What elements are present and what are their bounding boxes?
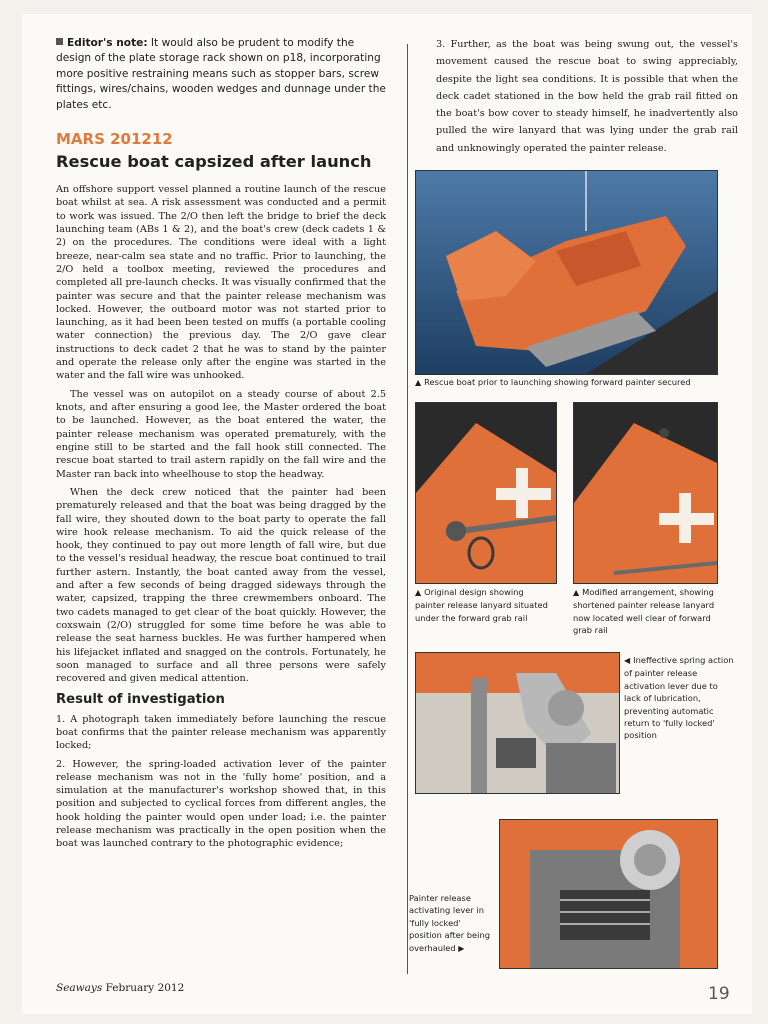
caption-text: Original design showing painter release lanyard situated under the forward grab rail <box>415 587 548 623</box>
column-divider <box>407 44 408 974</box>
photo-caption <box>624 654 734 742</box>
caption-text: Rescue boat prior to launching showing forward painter secured <box>424 377 691 387</box>
caption-arrow-icon: ◀ <box>624 656 631 665</box>
modified-arrangement-photo <box>573 402 718 584</box>
issue-date: February 2012 <box>105 982 185 994</box>
rescue-boat-image <box>416 171 717 374</box>
article-body <box>56 183 386 851</box>
editors-note-label: Editor's note: <box>67 37 148 49</box>
results-heading: Result of investigation <box>56 691 225 707</box>
spring-lever-image <box>416 653 619 793</box>
caption-arrow-icon: ▲ <box>573 588 580 597</box>
caption-text: Modified arrangement, showing shortened painter release lanyard now located well clear of forward grab rail <box>573 587 715 636</box>
activating-lever-photo <box>499 819 718 969</box>
left-column <box>56 36 386 856</box>
caption-arrow-icon: ▲ <box>415 588 422 597</box>
caption-arrow-icon: ▶ <box>458 943 465 953</box>
editors-note <box>56 36 386 113</box>
original-design-image <box>416 403 556 583</box>
page-number: 19 <box>708 984 730 1004</box>
case-id: MARS 201212 <box>56 130 173 149</box>
result-item: 1. A photograph taken immediately before launching the rescue boat confirms that the painter release mechanism was apparently locked; <box>56 713 386 752</box>
caption-text: Painter release activating lever in 'fully locked' position after being overhauled <box>409 893 490 953</box>
activating-lever-image <box>500 820 717 968</box>
caption-arrow-icon: ▲ <box>415 378 422 387</box>
right-column <box>436 36 738 157</box>
result-item: 3. Further, as the boat was being swung out, the vessel's movement caused the rescue boat to swing appreciably, despite the light sea conditions. It is possible that when the deck cadet stationed in the bow held the grab rail fitted on the boat's bow cover to steady himself, he inadvertently also pulled the wire lanyard that was lying under the grab rail and unknowingly operated the painter release. <box>436 39 738 154</box>
caption-text: Ineffective spring action of painter release activation lever due to lack of lubrication, preventing automatic return to 'fully locked' position <box>624 655 734 741</box>
modified-arrangement-image <box>574 403 717 583</box>
photo-caption <box>573 586 716 637</box>
editors-note-text: It would also be prudent to modify the design of the plate storage rack shown on p18, incorporating more positive restraining means such as stopper bars, screw fittings, wires/chains, wooden wedges and dunnage under the plates etc. <box>56 37 386 111</box>
magazine-page <box>22 14 752 1014</box>
paragraph: An offshore support vessel planned a routine launch of the rescue boat whilst at sea. A risk assessment was conducted and a permit to work was issued. The 2/O then left the bridge to brief the deck launching team (ABs 1 & 2), and the boat's crew (deck cadets 1 & 2) on the procedures. The conditions were ideal with a light breeze, near-calm sea state and no traffic. Prior to launching, the 2/O held a toolbox meeting, reviewed the procedures and completed all pre-launch checks. It was visually confirmed that the painter was secure and that the painter release mechanism was locked. However, the outboard motor was not started prior to launching, as it had been been tested on muffs (a portable cooling water connection) the previous day. The 2/O gave clear instructions to deck cadet 2 that he was to stand by the painter and operate the release only after the engine was started in the water and the fall wire was unhooked. <box>56 184 386 382</box>
result-item: 2. However, the spring-loaded activation lever of the painter release mechanism was not in the 'fully home' position, and a simulation at the manufacturer's workshop showed that, in this position and subjected to cyclical forces from different angles, the hook holding the painter would open under load; i.e. the painter release mechanism was practically in the open position when the boat was launched contrary to the photographic evidence; <box>56 758 386 850</box>
photo-caption <box>415 586 555 624</box>
photo-caption <box>415 376 715 389</box>
footer-magazine <box>56 982 184 994</box>
magazine-name: Seaways <box>56 982 103 994</box>
photo-caption <box>409 892 495 955</box>
article-title: Rescue boat capsized after launch <box>56 152 372 172</box>
rescue-boat-photo <box>415 170 718 375</box>
bullet-square-icon <box>56 38 63 45</box>
paragraph: When the deck crew noticed that the painter had been prematurely released and that the boat was being dragged by the fall wire, they shouted down to the boat party to operate the fall wire hook release mechanism. To aid the quick release of the hook, they continued to pay out more length of fall wire, but due to the vessel's residual headway, the rescue boat continued to trail further astern. Instantly, the boat canted away from the vessel, and after a few seconds of being dragged sideways through the water, capsized, trapping the three crewmembers onboard. The two cadets managed to get clear of the boat quickly. However, the coxswain (2/O) struggled for some time before he was able to release the seat harness buckles. He was further hampered when his lifejacket inflated and snagged on the controls. Fortunately, he soon managed to surface and all three persons were safely recovered and given medical attention. <box>56 486 386 685</box>
spring-lever-photo <box>415 652 620 794</box>
paragraph: The vessel was on autopilot on a steady course of about 2.5 knots, and after ensuring a good lee, the Master ordered the boat to be launched. However, as the boat entered the water, the painter release mechanism was operated prematurely, with the engine still to be started and the fall hook still connected. The rescue boat started to trail astern rapidly on the fall wire and the Master ran back into wheelhouse to stop the headway. <box>56 388 386 480</box>
original-design-photo <box>415 402 557 584</box>
